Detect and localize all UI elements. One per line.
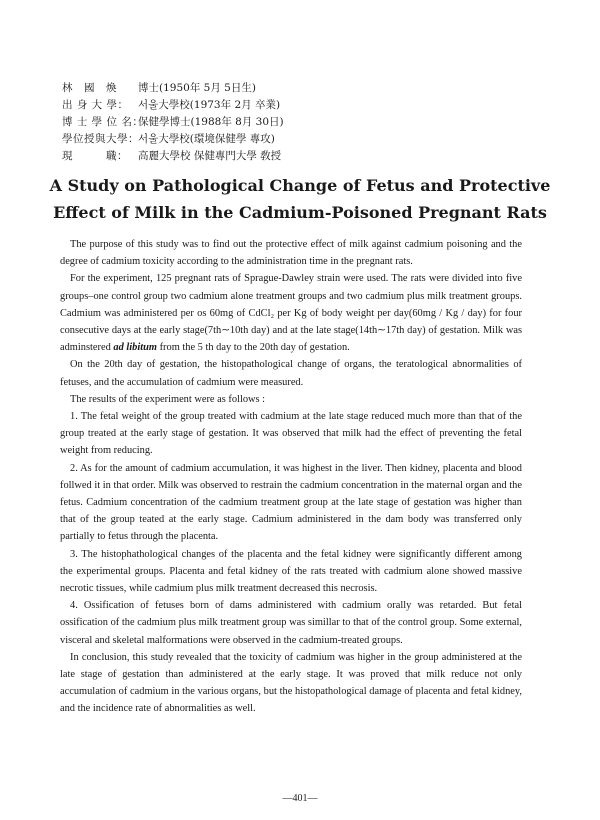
author-alma-mater-row — [62, 97, 284, 114]
conclusion-paragraph: In conclusion, this study revealed that the toxicity of cadmium was higher in the group administered at the late stage of gestation than administered at the early stage. It was proved that milk reduce not only accumulation of cadmium in the various organs, but the histopathological damage of placenta and fetal kidney, and the incidence rate of abnormalities as well. — [60, 651, 522, 715]
author-degree-university-row — [62, 131, 284, 148]
title-line: A Study on Pathological Change of Fetus and Protective — [49, 176, 551, 195]
author-info-value: 서울大學校(環境保健學 專攻) — [138, 133, 275, 145]
paper-title — [40, 172, 560, 226]
author-position-row — [62, 148, 284, 165]
author-info-value: 保健學博士(1988年 8月 30日) — [138, 116, 284, 128]
result-item: 2. As for the amount of cadmium accumulation, it was highest in the liver. Then kidney, placenta and blood follwed it in that order. Milk was observed to restrain the cadmium concentration in the maternal organ and the fetus. Cadmium concentration of the cadmium treatment group at the late stage of gestation was higher than that of the group teated at the early stage. Cadmium administered in the dam body was transferred only partially to fetus through the placenta. — [60, 462, 522, 543]
author-degree-row — [62, 114, 284, 131]
author-info-value: 高麗大學校 保健專門大學 敎授 — [138, 150, 282, 162]
italic-term: ad libitum — [113, 342, 157, 354]
page-number: —401— — [282, 793, 318, 804]
abstract-paragraph — [60, 270, 522, 356]
author-info-label: 出 身 大 學： — [62, 99, 129, 111]
author-info-label: 博 士 學 位 名： — [62, 116, 144, 128]
paragraph-text: from the 5 th day to the 20th day of gestation. — [159, 342, 350, 354]
author-info — [62, 80, 284, 165]
abstract-paragraph: The results of the experiment were as follows : — [70, 393, 266, 405]
author-info-label: 林 國 煥 — [62, 82, 117, 94]
result-item: 1. The fetal weight of the group treated with cadmium at the late stage reduced much more than that of the group treated at the early stage of gestation. It was observed that milk had the effect of preventing the fetal weight from reducing. — [60, 411, 522, 457]
abstract-paragraph: The purpose of this study was to find out the protective effect of milk against cadmium poisoning and the degree of cadmium toxicity according to the administration time in the pregnant rats. — [60, 239, 522, 268]
author-info-value: 서울大學校(1973年 2月 卒業) — [138, 99, 281, 111]
author-info-label: 現 職： — [62, 150, 128, 162]
abstract-paragraph: On the 20th day of gestation, the histopathological change of organs, the teratological abnormalities of fetuses, and the accumulation of cadmium were measured. — [60, 359, 522, 388]
author-info-value: 博士(1950年 5月 5日生) — [138, 82, 256, 94]
paragraph-text: For the experiment, 125 pregnant rats of Sprague-Dawley strain were used. The rats were divided into five groups–one control group two cadmium alone treatment groups and two cadmium plus milk treatment groups. Cadmium was administered per os 60mg of CdCl₂ per Kg of body weight per day(60mg / Kg / day) for four consecutive days at the early stage(7th∼10th day) and at the late stage(14th∼17th day) of gestation. Milk was adminstered — [60, 273, 522, 354]
title-line: Effect of Milk in the Cadmium-Poisoned Pregnant Rats — [53, 203, 547, 222]
abstract-body — [60, 236, 522, 718]
result-item: 4. Ossification of fetuses born of dams administered with cadmium orally was retarded. But fetal ossification of the cadmium plus milk treatment group was simillar to that of the control group. Some external, visceral and skeletal malformations were observed in the cadmium-treated groups. — [60, 600, 522, 646]
result-item: 3. The histophathological changes of the placenta and the fetal kidney were significantly different among the experimental groups. Placenta and fetal kidney of the rats treated with cadmium alone showed massive necrotic tissues, while cadmium plus milk treatment decreased this necrosis. — [60, 548, 522, 595]
author-info-label: 學位授與大學： — [62, 133, 139, 145]
author-name-row — [62, 80, 284, 97]
